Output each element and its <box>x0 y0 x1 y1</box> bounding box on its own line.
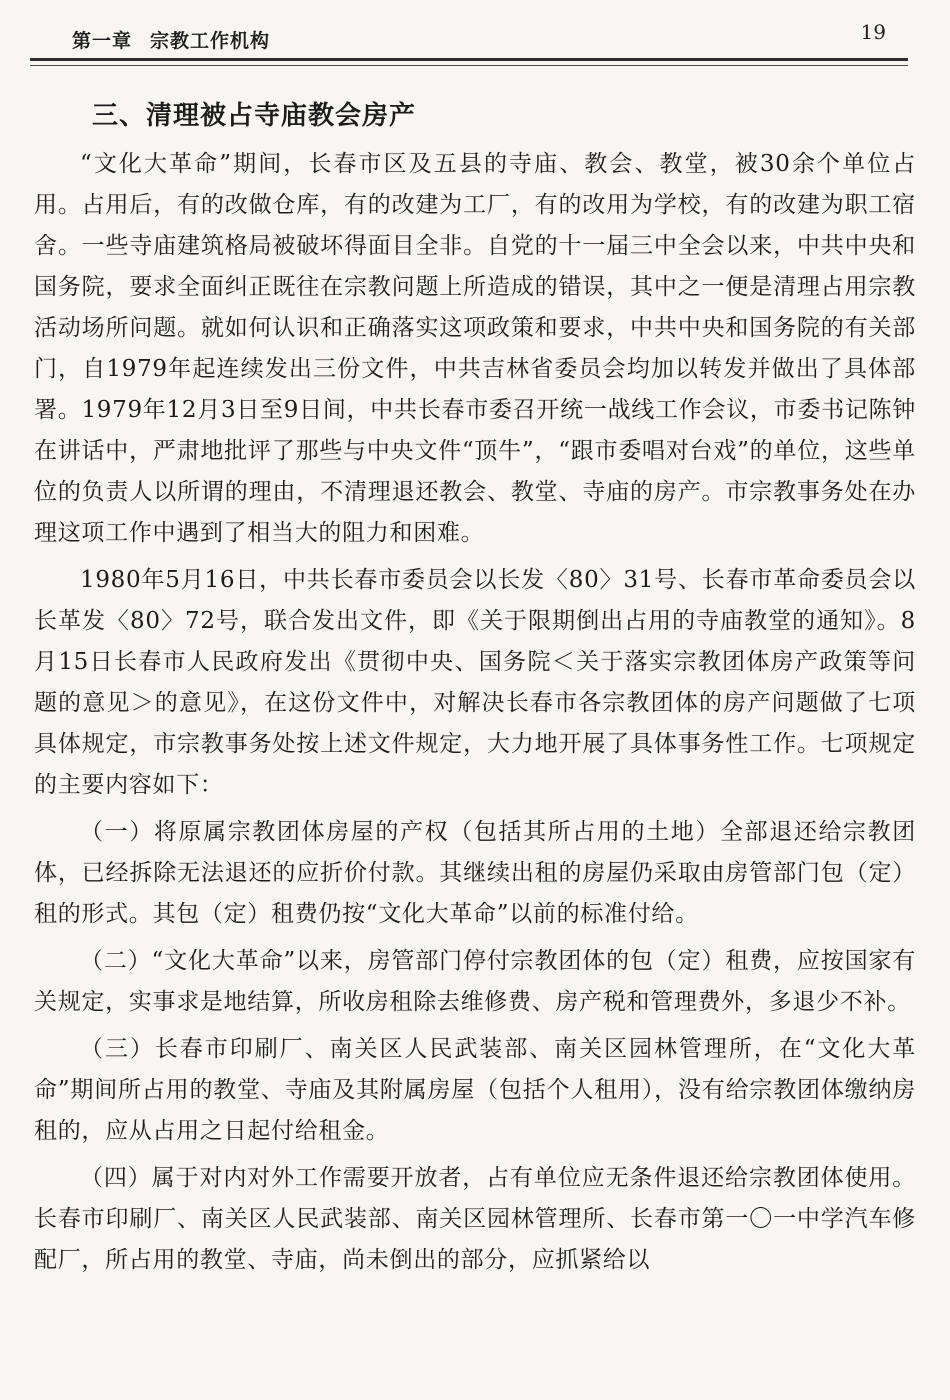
paragraph: （一）将原属宗教团体房屋的产权（包括其所占用的土地）全部退还给宗教团体，已经拆除无法退还的应折价付款。其继续出租的房屋仍采取由房管部门包（定）租的形式。其包（定）租费仍按“文化大革命”以前的标准付给。 <box>34 819 916 927</box>
section-title: 三、清理被占寺庙教会房产 <box>92 101 417 131</box>
running-head <box>72 26 270 53</box>
header-rule-thin <box>30 65 908 66</box>
chapter-title: 宗教工作机构 <box>150 30 271 52</box>
paragraph: （三）长春市印刷厂、南关区人民武装部、南关区园林管理所，在“文化大革命”期间所占用的教堂、寺庙及其附属房屋（包括个人租用），没有给宗教团体缴纳房租的，应从占用之日起付给租金。 <box>34 1036 916 1144</box>
paragraph: （二）“文化大革命”以来，房管部门停付宗教团体的包（定）租费，应按国家有关规定，实事求是地结算，所收房租除去维修费、房产税和管理费外，多退少不补。 <box>34 948 916 1015</box>
paragraph: “文化大革命”期间，长春市区及五县的寺庙、教会、教堂，被30余个单位占用。占用后，有的改做仓库，有的改建为工厂，有的改用为学校，有的改建为职工宿舍。一些寺庙建筑格局被破坏得面目全非。自党的十一届三中全会以来，中共中央和国务院，要求全面纠正既往在宗教问题上所造成的错误，其中之一便是清理占用宗教活动场所问题。就如何认识和正确落实这项政策和要求，中共中央和国务院的有关部门，自1979年起连续发出三份文件，中共吉林省委员会均加以转发并做出了具体部署。1979年12月3日至9日间，中共长春市委召开统一战线工作会议，市委书记陈钟在讲话中，严肃地批评了那些与中央文件“顶牛”，“跟市委唱对台戏”的单位，这些单位的负责人以所谓的理由，不清理退还教会、教堂、寺庙的房产。市宗教事务处在办理这项工作中遇到了相当大的阻力和困难。 <box>34 151 916 546</box>
chapter-label: 第一章 <box>72 30 133 52</box>
header-rule-thick <box>30 58 908 61</box>
page-number: 19 <box>860 20 886 44</box>
page-body <box>34 92 916 1281</box>
paragraph: （四）属于对内对外工作需要开放者，占有单位应无条件退还给宗教团体使用。长春市印刷厂、南关区人民武装部、南关区园林管理所、长春市第一〇一中学汽车修配厂，所占用的教堂、寺庙，尚未倒出的部分，应抓紧给以 <box>34 1165 916 1273</box>
page-header <box>30 14 908 54</box>
paragraph: 1980年5月16日，中共长春市委员会以长发〈80〉31号、长春市革命委员会以长革发〈80〉72号，联合发出文件，即《关于限期倒出占用的寺庙教堂的通知》。8月15日长春市人民政府发出《贯彻中央、国务院＜关于落实宗教团体房产政策等问题的意见＞的意见》，在这份文件中，对解决长春市各宗教团体的房产问题做了七项具体规定，市宗教事务处按上述文件规定，大力地开展了具体事务性工作。七项规定的主要内容如下： <box>34 567 916 798</box>
